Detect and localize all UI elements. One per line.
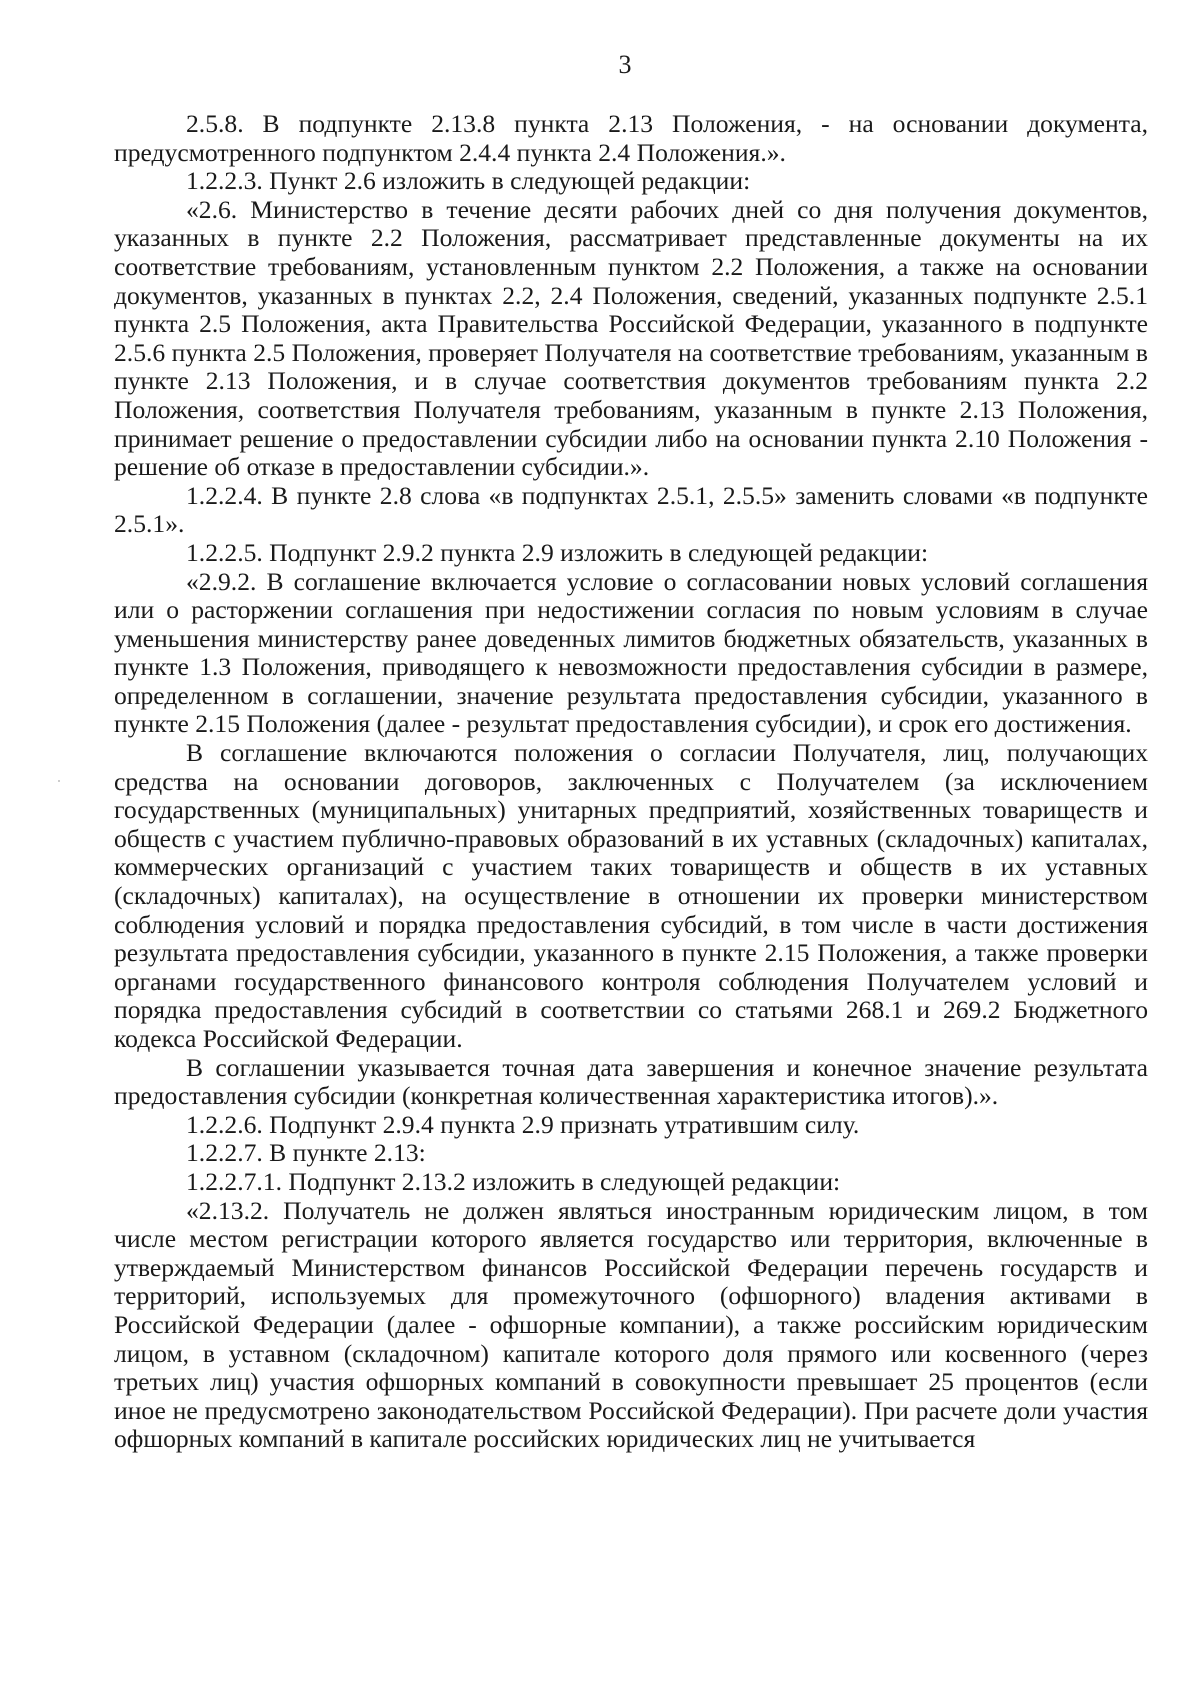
paragraph-1-2-2-7: 1.2.2.7. В пункте 2.13: xyxy=(186,1138,426,1168)
paragraph-1-2-2-4: 1.2.2.4. В пункте 2.8 слова «в подпунктах 2.5.1, 2.5.5» заменить словами «в подпункте 2.5.1». xyxy=(114,480,1148,539)
paragraph-2-5-8: 2.5.8. В подпункте 2.13.8 пункта 2.13 Положения, - на основании документа, предусмотренного подпунктом 2.4.4 пункта 2.4 Положения.». xyxy=(114,109,1148,167)
paragraph-1-2-2-6: 1.2.2.6. Подпункт 2.9.4 пункта 2.9 признать утратившим силу. xyxy=(186,1109,860,1139)
paragraph-2-9-2-text: «2.9.2. В соглашение включается условие о согласовании новых условий соглашения или о расторжении соглашения при недостижении согласия по новым условиям в случае уменьшения министерству ранее доведенных лимитов бюджетных обязательств, указанных в пункте 1.3 Положения, приводящего к невозможности предоставления субсидии в размере, определенном в соглашении, значение результата предоставления субсидии, указанного в пункте 2.15 Положения (далее - результат предоставления субсидии), и срок его достижения. xyxy=(114,566,1148,739)
scan-artifact xyxy=(58,780,60,782)
paragraph-1-2-2-3: 1.2.2.3. Пункт 2.6 изложить в следующей редакции: xyxy=(186,166,751,196)
paragraph-agreement-consent: В соглашение включаются положения о согласии Получателя, лиц, получающих средства на основании договоров, заключенных с Получателем (за исключением государственных (муниципальных) унитарных предприятий, хозяйственных товариществ и обществ с участием публично-правовых образований в их уставных (складочных) капиталах, коммерческих организаций с участием таких товариществ и обществ в их уставных (складочных) капиталах), на осуществление в отношении их проверки министерством соблюдения условий и порядка предоставления субсидий, в том числе в части достижения результата предоставления субсидии, указанного в пункте 2.15 Положения, а также проверки органами государственного финансового контроля соблюдения Получателем условий и порядка предоставления субсидий в соответствии со статьями 268.1 и 269.2 Бюджетного кодекса Российской Федерации. xyxy=(114,738,1148,1053)
document-body xyxy=(114,110,1148,1454)
paragraph-1-2-2-7-1: 1.2.2.7.1. Подпункт 2.13.2 изложить в следующей редакции: xyxy=(186,1166,841,1196)
page-number: 3 xyxy=(618,50,632,79)
paragraph-agreement-date: В соглашении указывается точная дата завершения и конечное значение результата предоставления субсидии (конкретная количественная характеристика итогов).». xyxy=(114,1052,1148,1111)
paragraph-1-2-2-5: 1.2.2.5. Подпункт 2.9.2 пункта 2.9 изложить в следующей редакции: xyxy=(186,537,929,567)
paragraph-2-13-2-text: «2.13.2. Получатель не должен являться иностранным юридическим лицом, в том числе местом регистрации которого является государство или территория, включенные в утверждаемый Министерством финансов Российской Федерации перечень государств и территорий, используемых для промежуточного (офшорного) владения активами в Российской Федерации (далее - офшорные компании), а также российским юридическим лицом, в уставном (складочном) капитале которого доля прямого или косвенного (через третьих лиц) участия офшорных компаний в совокупности превышает 25 процентов (если иное не предусмотрено законодательством Российской Федерации). При расчете доли участия офшорных компаний в капитале российских юридических лиц не учитывается xyxy=(114,1195,1148,1454)
paragraph-2-6-text: «2.6. Министерство в течение десяти рабочих дней со дня получения документов, указанных в пункте 2.2 Положения, рассматривает представленные документы на их соответствие требованиям, установленным пунктом 2.2 Положения, а также на основании документов, указанных в пунктах 2.2, 2.4 Положения, сведений, указанных подпункте 2.5.1 пункта 2.5 Положения, акта Правительства Российской Федерации, указанного в подпункте 2.5.6 пункта 2.5 Положения, проверяет Получателя на соответствие требованиям, указанным в пункте 2.13 Положения, и в случае соответствия документов требованиям пункта 2.2 Положения, соответствия Получателя требованиям, указанным в пункте 2.13 Положения, принимает решение о предоставлении субсидии либо на основании пункта 2.10 Положения - решение об отказе в предоставлении субсидии.». xyxy=(114,194,1148,482)
